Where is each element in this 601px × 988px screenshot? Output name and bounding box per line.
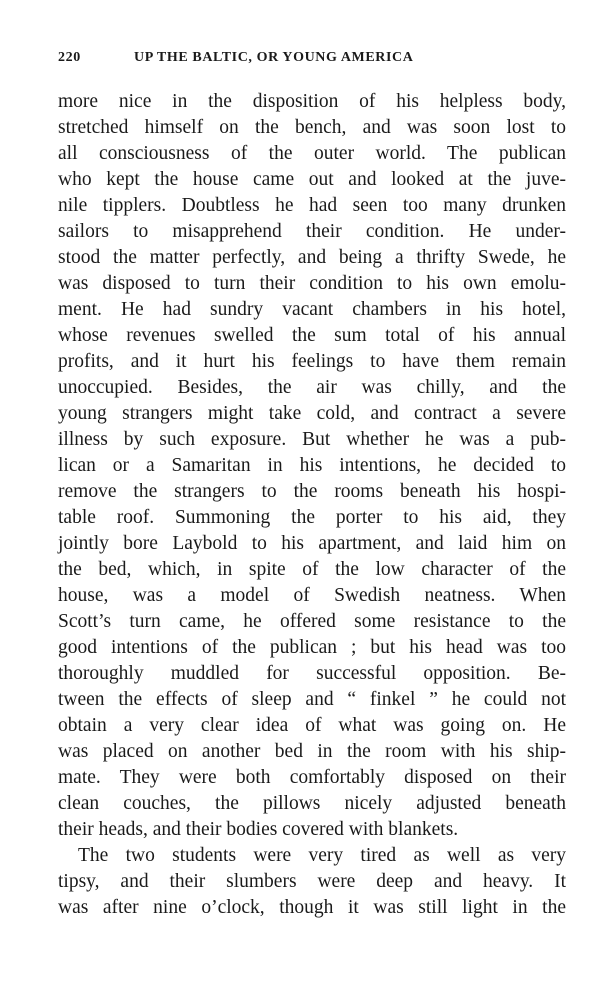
text-line: tween the effects of sleep and “ finkel ” he could not <box>58 689 566 710</box>
text-line: illness by such exposure. But whether he was a pub- <box>58 429 566 450</box>
text-line: the bed, which, in spite of the low character of the <box>58 559 566 580</box>
text-line: their heads, and their bodies covered with blankets. <box>58 819 459 840</box>
text-line: remove the strangers to the rooms beneath his hospi- <box>58 481 566 502</box>
text-line: ment. He had sundry vacant chambers in his hotel, <box>58 299 566 320</box>
text-line: thoroughly muddled for successful opposition. Be- <box>58 663 566 684</box>
text-line: profits, and it hurt his feelings to have them remain <box>58 351 566 372</box>
text-line: was disposed to turn their condition to his own emolu- <box>58 273 566 294</box>
text-line: table roof. Summoning the porter to his aid, they <box>58 507 566 528</box>
text-line: stood the matter perfectly, and being a thrifty Swede, he <box>58 247 566 268</box>
text-line: whose revenues swelled the sum total of his annual <box>58 325 566 346</box>
text-line: The two students were very tired as well as very <box>78 845 566 866</box>
text-line: was placed on another bed in the room with his ship- <box>58 741 566 762</box>
text-line: lican or a Samaritan in his intentions, he decided to <box>58 455 566 476</box>
text-line: who kept the house came out and looked at the juve- <box>58 169 566 190</box>
text-line: nile tipplers. Doubtless he had seen too many drunken <box>58 195 566 216</box>
text-line: unoccupied. Besides, the air was chilly, and the <box>58 377 566 398</box>
text-line: sailors to misapprehend their condition. He under- <box>58 221 566 242</box>
text-line: jointly bore Laybold to his apartment, and laid him on <box>58 533 566 554</box>
text-line: Scott’s turn came, he offered some resistance to the <box>58 611 566 632</box>
running-title: UP THE BALTIC, OR YOUNG AMERICA <box>134 50 414 65</box>
text-line: clean couches, the pillows nicely adjusted beneath <box>58 793 566 814</box>
text-line: good intentions of the publican ; but his head was too <box>58 637 566 658</box>
page-number: 220 <box>58 50 81 65</box>
text-line: young strangers might take cold, and contract a severe <box>58 403 566 424</box>
page-header <box>58 50 565 74</box>
text-line: tipsy, and their slumbers were deep and heavy. It <box>58 871 566 892</box>
text-line: more nice in the disposition of his helpless body, <box>58 91 566 112</box>
body-text <box>58 89 566 921</box>
text-line: house, was a model of Swedish neatness. When <box>58 585 566 606</box>
text-line: all consciousness of the outer world. The publican <box>58 143 566 164</box>
text-line: was after nine o’clock, though it was still light in the <box>58 897 566 918</box>
text-line: obtain a very clear idea of what was going on. He <box>58 715 566 736</box>
text-line: stretched himself on the bench, and was soon lost to <box>58 117 566 138</box>
text-line: mate. They were both comfortably disposed on their <box>58 767 566 788</box>
